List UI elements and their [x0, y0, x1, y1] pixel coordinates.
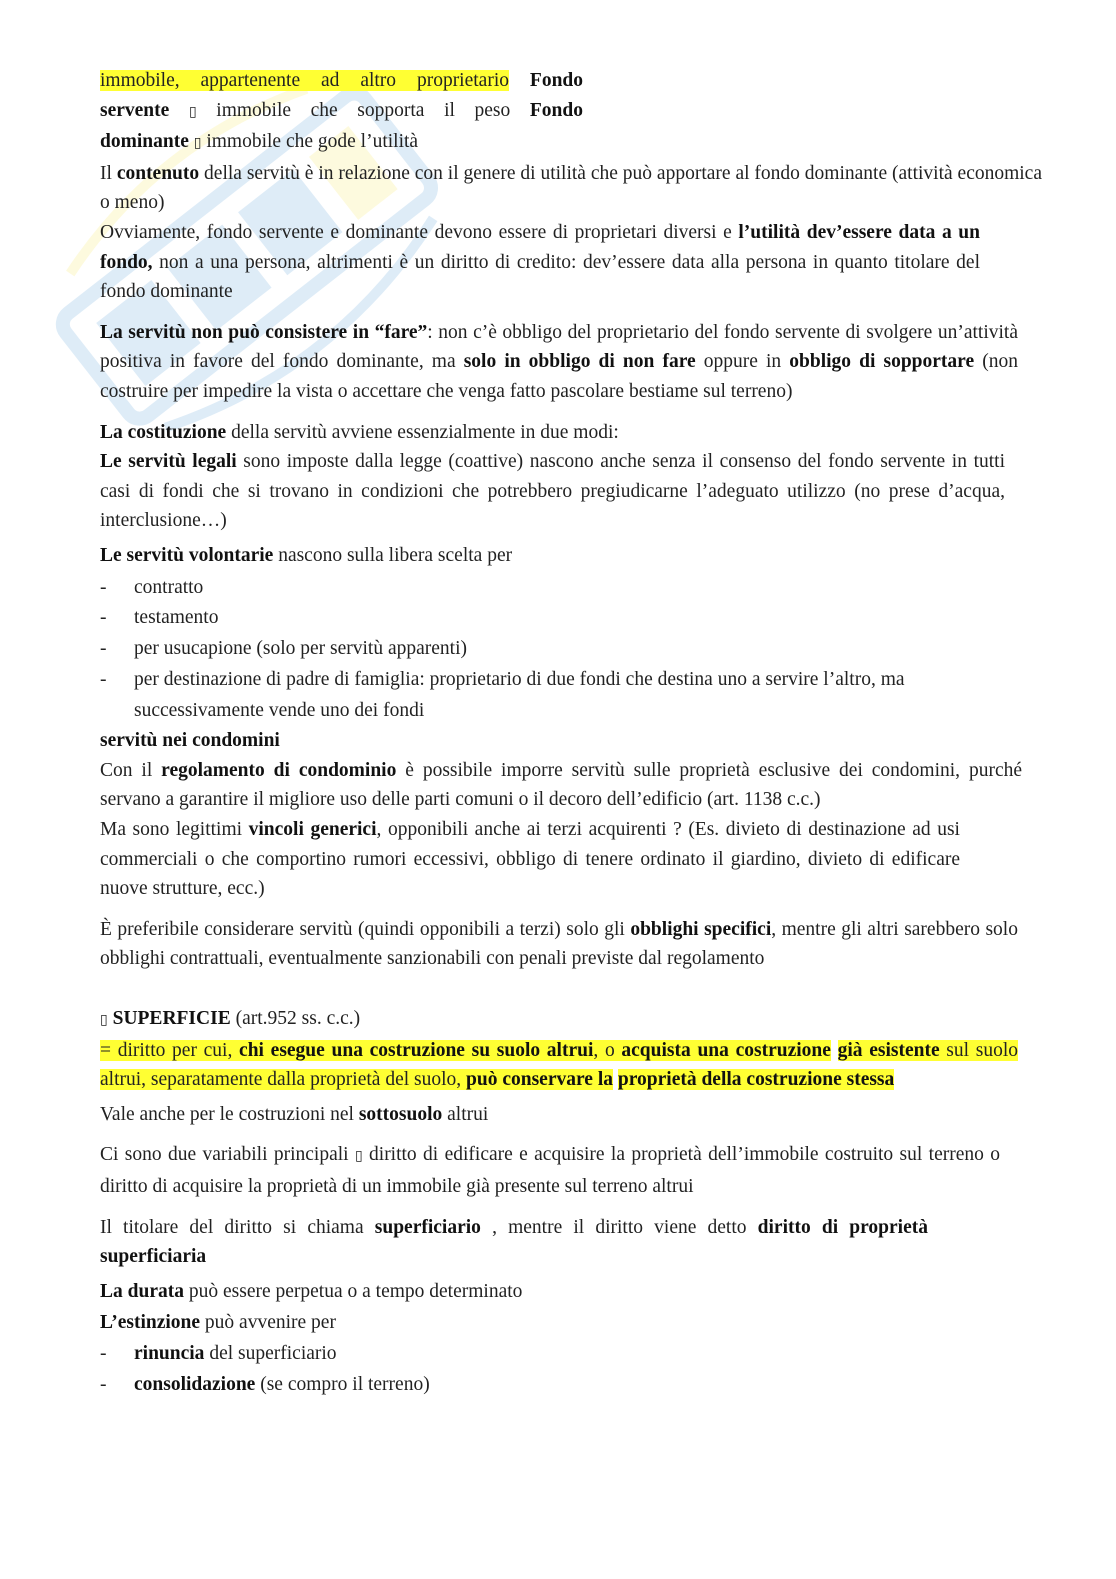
highlighted-text: sul suolo altrui, separatamente dalla proprietà del suolo,: [100, 1039, 1019, 1091]
bold-term: l’utilità dev’essere data a un fondo,: [100, 221, 980, 273]
bold-term: obbligo di sopportare: [789, 351, 975, 373]
text: altrui: [442, 1103, 489, 1125]
highlighted-text: , o: [593, 1039, 622, 1061]
bold-term: sottosuolo: [358, 1103, 443, 1125]
dash: -: [100, 637, 107, 659]
text: della servitù avviene essenzialmente in due modi:: [226, 421, 619, 443]
text: può avvenire per: [200, 1312, 336, 1334]
bold-term: obblighi specifici: [630, 918, 772, 940]
text: Con il: [100, 759, 162, 781]
text: Il titolare del diritto si chiama: [100, 1216, 375, 1238]
bold-term: già esistente: [837, 1039, 940, 1061]
bold-term: solo in obbligo di non fare: [463, 351, 696, 373]
text: testamento: [134, 607, 219, 629]
arrow-symbol-icon: ▯: [193, 135, 202, 152]
list-item: [100, 634, 920, 664]
text: (art.952 ss. c.c.): [230, 1008, 361, 1030]
paragraph-superficie-definition: [100, 1036, 1018, 1095]
bold-term: L’estinzione: [100, 1312, 201, 1334]
arrow-symbol-icon: ▯: [188, 103, 197, 120]
bold-term: superficiario: [374, 1216, 481, 1238]
list-item: [100, 664, 920, 726]
list-volontarie: [100, 573, 920, 727]
text: immobile che gode l’utilità: [201, 131, 419, 153]
heading-superficie: [100, 1004, 1025, 1036]
dash: -: [100, 1342, 107, 1364]
bold-term: La costituzione: [100, 421, 227, 443]
paragraph-contenuto: [100, 159, 1042, 218]
text: (se compro il terreno): [255, 1373, 430, 1395]
paragraph-utilita: [100, 218, 980, 307]
text: oppure in: [695, 351, 790, 373]
paragraph-obblighi: [100, 915, 1018, 974]
highlighted-text: = diritto per cui,: [100, 1039, 240, 1061]
text: Vale anche per le costruzioni nel: [100, 1103, 359, 1125]
text: per usucapione (solo per servitù apparenti): [134, 637, 468, 659]
paragraph-fare: [100, 318, 1018, 407]
line-1: [100, 66, 583, 96]
list-item: [100, 603, 920, 633]
text: è possibile imporre servitù sulle proprietà esclusive dei condomini, purché servano a garantire il migliore uso delle parti comuni o il decoro dell’edificio (art. 1138 c.c.): [100, 759, 1023, 811]
paragraph-superficiario: [100, 1213, 928, 1272]
bold-term: Le servitù legali: [100, 451, 237, 473]
line-2: [100, 96, 583, 128]
text: Ci sono due variabili principali: [100, 1144, 355, 1166]
bold-term: Le servitù volontarie: [100, 544, 274, 566]
bold-term: può conservare la: [466, 1069, 613, 1091]
bold-term: regolamento di condominio: [161, 759, 397, 781]
text: : non c’è obbligo del proprietario del fondo servente di svolgere un’attività positiva in favore del fondo dominante, ma: [100, 321, 1018, 373]
paragraph-estinzione: [100, 1308, 1025, 1338]
paragraph-durata: [100, 1277, 1025, 1307]
text: del superficiario: [204, 1342, 337, 1364]
bold-term: contenuto: [116, 162, 200, 184]
paragraph-servitu-legali: [100, 447, 1005, 536]
bold-term: Fondo: [529, 70, 584, 91]
heading-condomini: [100, 726, 1025, 756]
highlighted-text: immobile, appartenente ad altro proprietario: [100, 70, 509, 91]
paragraph-servitu-volontarie: [100, 541, 1025, 571]
document-page: [100, 66, 1042, 1399]
bold-term: servente: [100, 99, 170, 121]
text: contratto: [134, 576, 204, 598]
bold-term: vincoli generici: [248, 819, 377, 841]
bold-term: chi esegue una costruzione su suolo altrui: [239, 1039, 594, 1061]
text: (non costruire per impedire la vista o accettare che venga fatto pascolare bestiame sul terreno): [100, 351, 1018, 402]
arrow-symbol-icon: ▯: [354, 1148, 363, 1165]
bold-term: dominante: [100, 131, 189, 153]
text: Il: [100, 162, 117, 184]
bold-term: SUPERFICIE: [107, 1008, 231, 1030]
text: nascono sulla libera scelta per: [273, 544, 513, 566]
text: diritto di edificare e acquisire la proprietà dell’immobile costruito sul terreno o diritto di acquisire la proprietà di un immobile già presente sul terreno altrui: [100, 1144, 1000, 1197]
bold-term: rinuncia: [134, 1342, 205, 1364]
paragraph-sottosuolo: [100, 1100, 1025, 1130]
text: , opponibili anche ai terzi acquirenti ? (Es. divieto di destinazione ad usi commerciali o che comportino rumori eccessivi, obbligo di tenere ordinato il giardino, divieto di edificare nuove strutture, ecc.): [100, 819, 960, 900]
bold-term: consolidazione: [134, 1373, 256, 1395]
text: È preferibile considerare servitù (quindi opponibili a terzi) solo gli: [100, 918, 631, 940]
text: , mentre gli altri sarebbero solo obblighi contrattuali, eventualmente sanzionabili con penali previste dal regolamento: [100, 918, 1018, 970]
bold-term: servitù nei condomini: [100, 730, 280, 752]
text: sono imposte dalla legge (coattive) nascono anche senza il consenso del fondo servente in tutti casi di fondi che si trovano in condizioni che potrebbero pregiudicarne l’adeguato utilizzo (no prese d’acqua, interclusione…): [100, 451, 1005, 532]
text: della servitù è in relazione con il genere di utilità che può apportare al fondo dominante (attività economica o meno): [100, 162, 1042, 214]
dash: -: [100, 1373, 107, 1395]
bold-term: acquista una costruzione: [621, 1039, 831, 1061]
text: , mentre il diritto viene detto: [480, 1216, 758, 1238]
paragraph-costituzione: [100, 418, 1025, 448]
dash: -: [100, 669, 107, 691]
text: [831, 1040, 838, 1061]
list-item: [100, 1370, 1025, 1400]
dash: -: [100, 607, 107, 629]
text: può essere perpetua o a tempo determinato: [183, 1280, 523, 1302]
bold-term: Fondo: [529, 99, 583, 121]
bold-term: La servitù non può consistere in “fare”: [100, 321, 428, 343]
paragraph-vincoli: [100, 815, 960, 904]
list-item: [100, 573, 920, 603]
text: Ovviamente, fondo servente e dominante devono essere di proprietari diversi e: [100, 221, 739, 243]
bold-term: diritto di proprietà superficiaria: [100, 1216, 928, 1268]
dash: -: [100, 576, 107, 598]
text: per destinazione di padre di famiglia: proprietario di due fondi che destina uno a servire l’altro, ma successivamente vende uno dei fondi: [134, 669, 905, 722]
text: immobile che sopporta il peso: [196, 99, 530, 121]
text: Ma sono legittimi: [100, 819, 249, 841]
line-3: [100, 127, 583, 159]
paragraph-variabili: [100, 1140, 1000, 1201]
list-estinzione: [100, 1339, 1025, 1399]
text: non a una persona, altrimenti è un diritto di credito: dev’essere data alla persona in quanto titolare del fondo dominante: [100, 251, 980, 303]
bold-term: proprietà della costruzione stessa: [617, 1069, 895, 1091]
fondo-definitions: [100, 66, 583, 159]
bold-term: La durata: [100, 1280, 184, 1302]
list-item: [100, 1339, 1025, 1369]
arrow-symbol-icon: ▯: [100, 1012, 108, 1029]
paragraph-regolamento: [100, 756, 1022, 815]
